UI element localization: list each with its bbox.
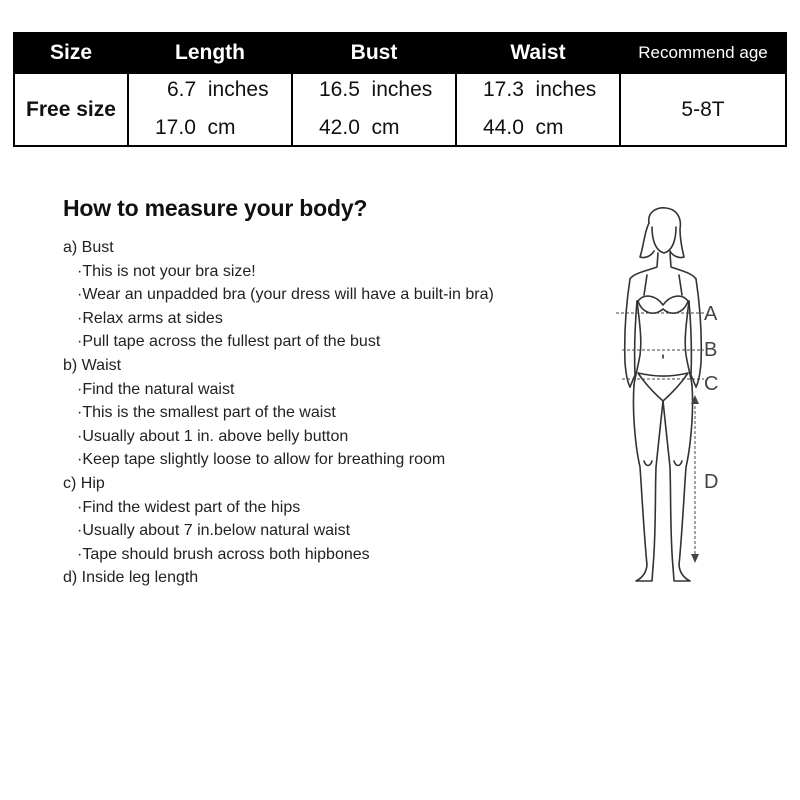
marker-d: D — [704, 471, 719, 493]
bullet-icon: · — [77, 309, 83, 327]
marker-c: C — [704, 373, 719, 395]
bra-straps — [644, 275, 682, 295]
arrow-down — [691, 554, 699, 563]
cell-waist — [456, 73, 620, 146]
knees — [644, 461, 682, 466]
marker-a: A — [704, 303, 718, 325]
header-recommend-age: Recommend age — [620, 33, 786, 73]
left-arm-outer — [625, 279, 630, 387]
waist-inches: 17.3 inches — [483, 78, 597, 101]
header-size: Size — [14, 33, 128, 73]
guide-list-item — [77, 496, 603, 520]
measure-markers — [704, 303, 718, 493]
guide-list-item — [77, 378, 603, 402]
guide-section-label: a) Bust — [63, 239, 114, 256]
guide-title: How to measure your body? — [63, 195, 368, 221]
guide-item-text: Find the natural waist — [82, 380, 235, 398]
guide-item-text: Tape should brush across both hipbones — [82, 545, 370, 563]
guide-section-label: d) Inside leg length — [63, 569, 199, 587]
header-bust: Bust — [292, 33, 456, 73]
right-arm-outer — [696, 279, 701, 387]
guide-item-text: Usually about 7 in.below natural waist — [82, 522, 351, 540]
guide-list — [63, 236, 603, 590]
bust-cm: 42.0 cm — [319, 116, 400, 139]
bust-inches: 16.5 inches — [319, 78, 433, 101]
hair-right — [649, 208, 684, 258]
guide-section-label: b) Waist — [63, 356, 122, 374]
guide-list-item — [77, 307, 603, 331]
bullet-icon: · — [77, 333, 83, 351]
body-outline — [625, 208, 702, 581]
header-waist: Waist — [456, 33, 620, 73]
bullet-icon: · — [77, 427, 83, 445]
row-label-free-size: Free size — [14, 73, 128, 146]
left-leg-outer — [633, 385, 653, 581]
waist-cm: 44.0 cm — [483, 116, 564, 139]
bullet-icon: · — [77, 545, 83, 563]
bullet-icon: · — [77, 522, 83, 540]
bullet-icon: · — [77, 262, 83, 280]
briefs — [638, 373, 688, 401]
guide-list-item — [77, 260, 603, 284]
table-header-row — [14, 33, 786, 73]
body-outline-illustration — [600, 205, 730, 590]
body-figure — [600, 205, 730, 590]
right-leg-inner — [663, 401, 673, 567]
cell-bust — [292, 73, 456, 146]
guide-item-text: Wear an unpadded bra (your dress will have a built-in bra) — [82, 286, 494, 304]
guide-list-item — [77, 330, 603, 354]
length-inches: 6.7 inches — [167, 78, 269, 101]
guide-list-item — [77, 448, 603, 472]
bullet-icon: · — [77, 286, 83, 304]
guide-item-text: This is not your bra size! — [82, 262, 256, 280]
bullet-icon: · — [77, 404, 83, 422]
bullet-icon: · — [77, 451, 83, 469]
bullet-icon: · — [77, 380, 83, 398]
guide-item-text: Relax arms at sides — [82, 309, 223, 327]
table-row — [14, 73, 786, 146]
guide-item-text: Usually about 1 in. above belly button — [82, 427, 349, 445]
cell-recommend-age: 5-8T — [620, 73, 786, 146]
size-table — [13, 32, 787, 147]
length-cm: 17.0 cm — [155, 116, 236, 139]
guide-list-item — [77, 401, 603, 425]
guide-list-item — [77, 425, 603, 449]
cell-length — [128, 73, 292, 146]
guide-item-text: This is the smallest part of the waist — [82, 404, 336, 422]
guide-list-item — [77, 283, 603, 307]
face — [652, 227, 676, 253]
measure-guide — [63, 195, 603, 590]
guide-item-text: Find the widest part of the hips — [82, 498, 301, 516]
bra — [638, 296, 688, 313]
guide-section-label: c) Hip — [63, 474, 105, 492]
header-length: Length — [128, 33, 292, 73]
bullet-icon: · — [77, 498, 83, 516]
guide-list-item — [77, 543, 603, 567]
right-leg-outer — [673, 385, 693, 581]
left-leg-inner — [653, 401, 663, 567]
marker-b: B — [704, 339, 718, 361]
guide-item-text: Pull tape across the fullest part of the bust — [82, 333, 381, 351]
guide-item-text: Keep tape slightly loose to allow for breathing room — [82, 451, 446, 469]
guide-list-item — [77, 519, 603, 543]
